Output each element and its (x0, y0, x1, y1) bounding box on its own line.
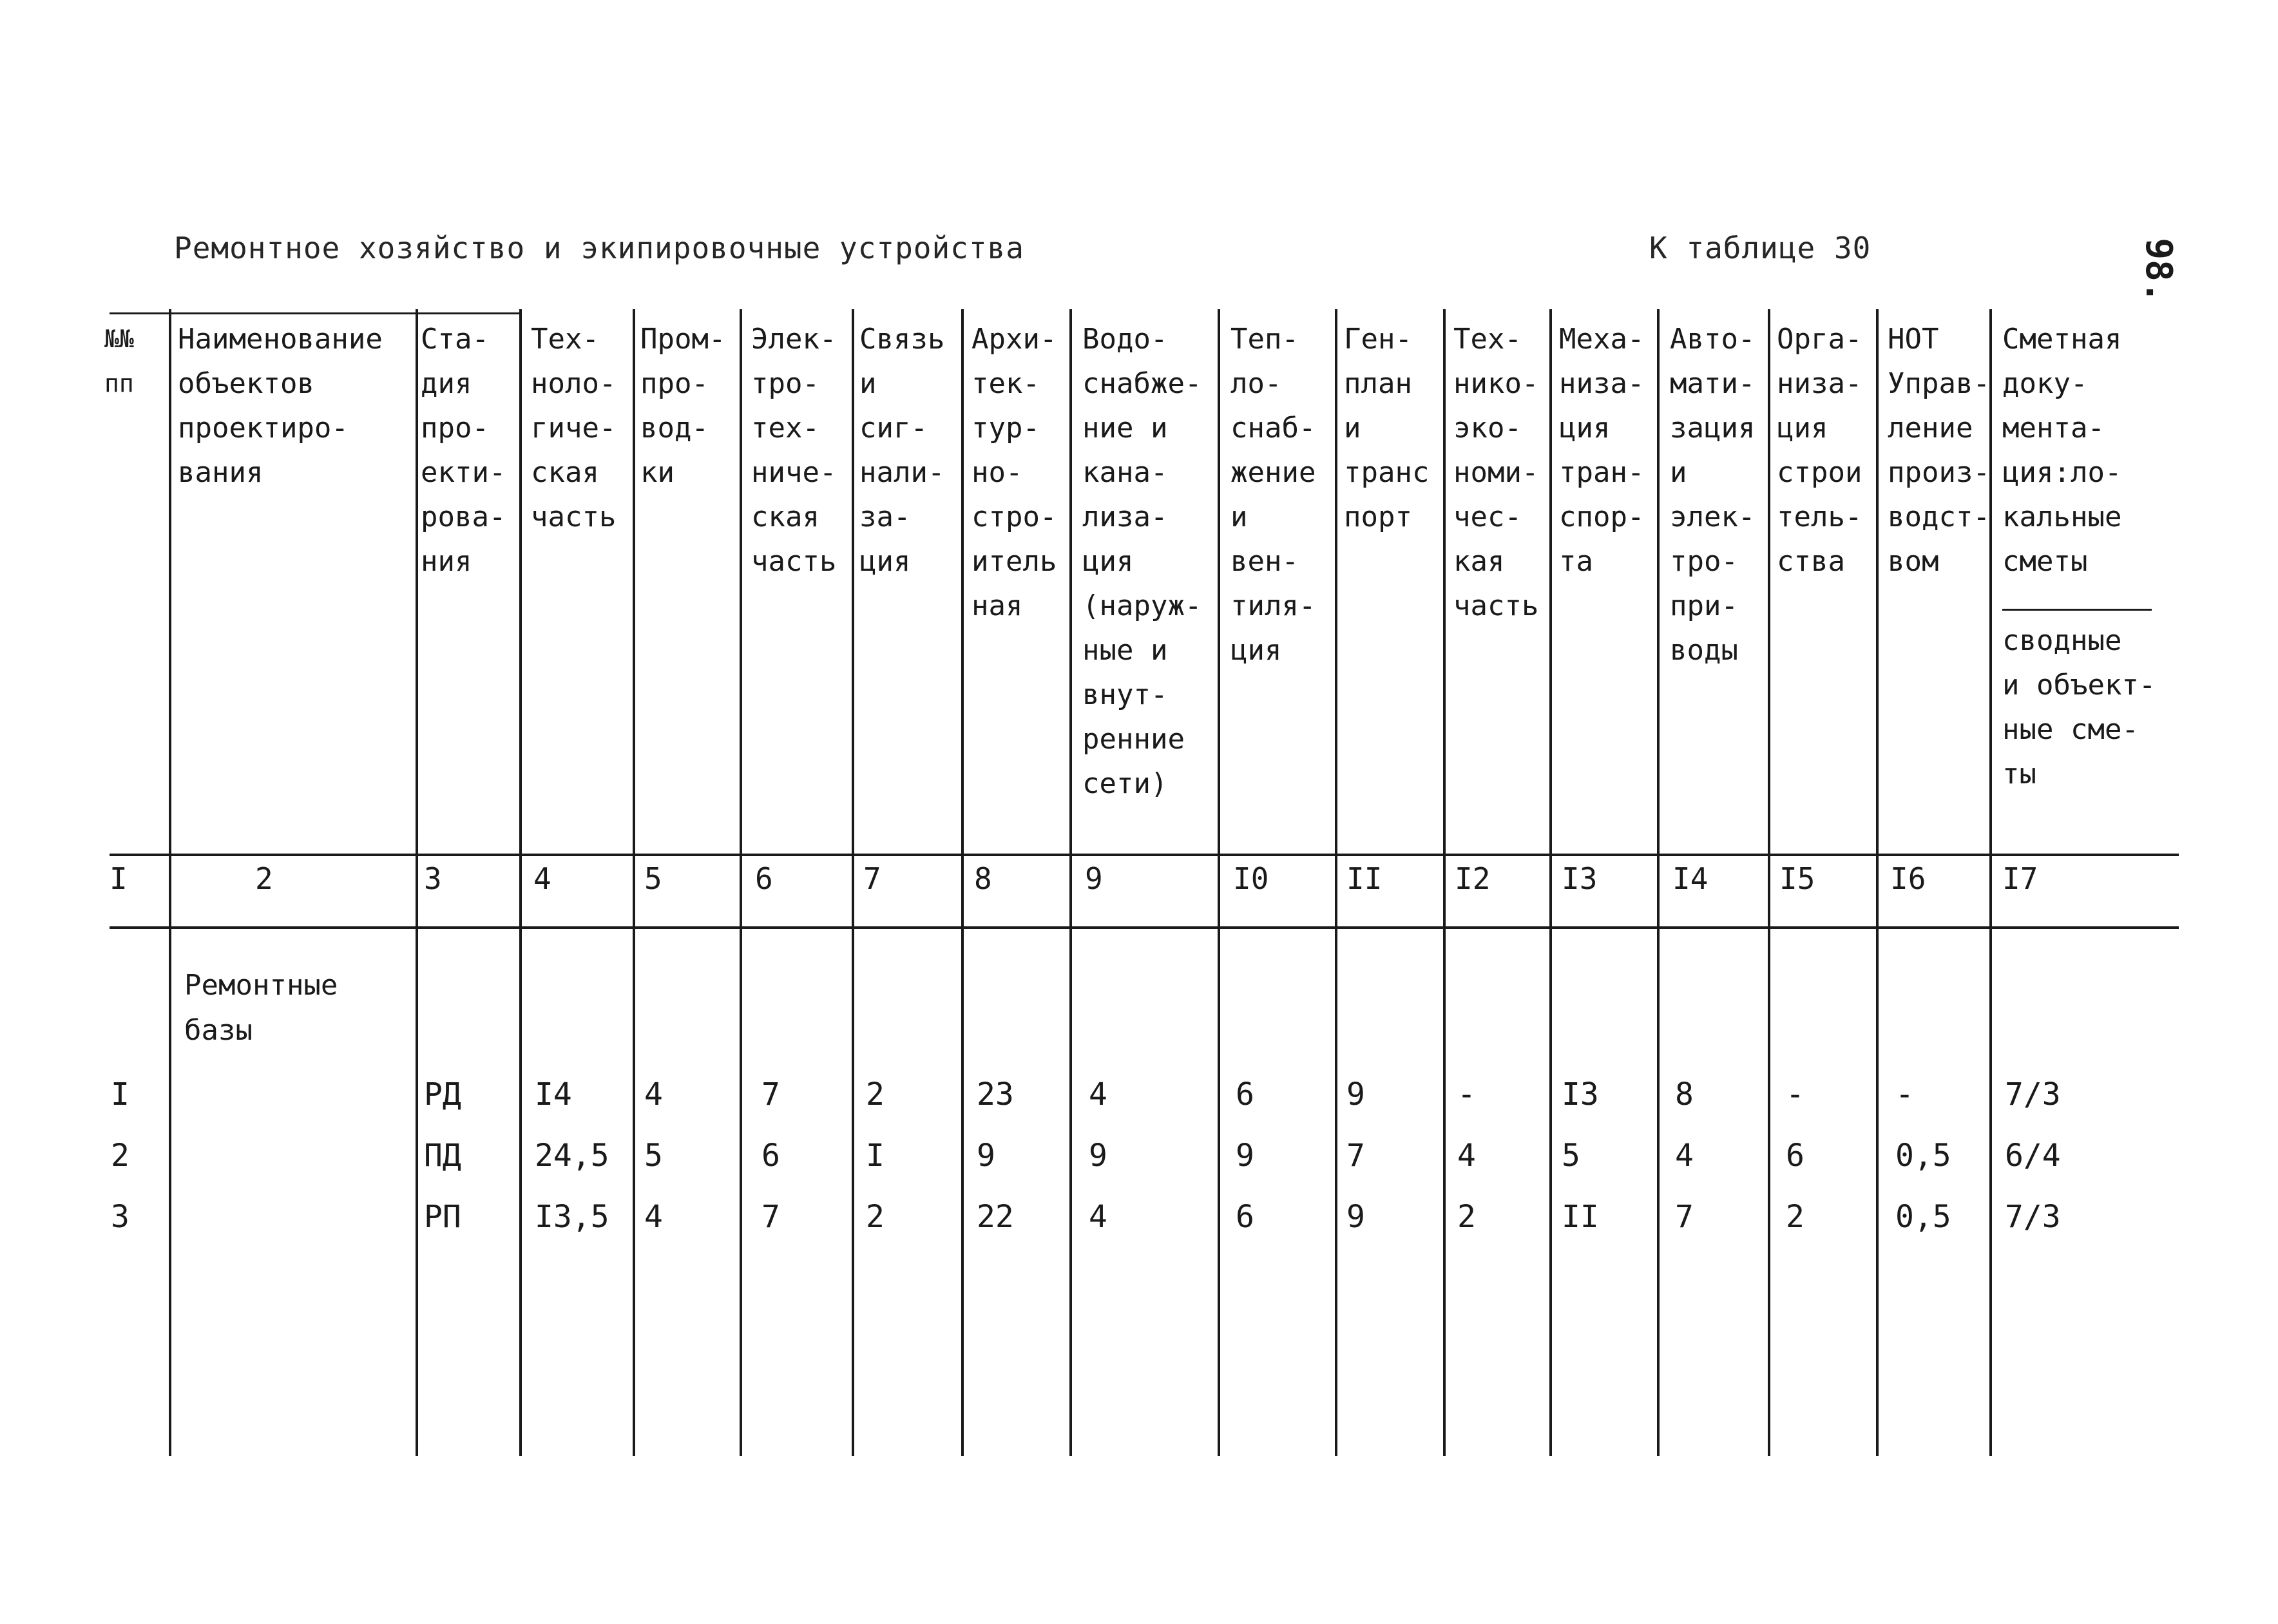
table-cell: 4 (1089, 1199, 1107, 1235)
table-cell: 8 (1675, 1076, 1694, 1113)
col-rule-15 (1876, 309, 1879, 1456)
col-rule-12 (1549, 309, 1552, 1456)
column-header: НОТ Управ- ление произ- водст- вом (1888, 323, 1990, 578)
table-cell: 4 (1089, 1076, 1107, 1113)
table-cell: РД (424, 1076, 461, 1113)
table-cell: 2 (1786, 1199, 1804, 1235)
column-header: Тех- ноло- гиче- ская часть (531, 323, 617, 533)
table-cell: 9 (1089, 1138, 1107, 1174)
table-cell: - (1457, 1076, 1476, 1113)
column-number: I6 (1890, 861, 1926, 896)
column-number: 4 (533, 861, 551, 896)
table-cell: 2 (1457, 1199, 1476, 1235)
table-cell: II (1562, 1199, 1599, 1235)
table-cell: 6 (1786, 1138, 1804, 1174)
table-cell: 0,5 (1895, 1138, 1951, 1174)
col-rule-2 (416, 309, 418, 1456)
column-header: Орга- низа- ция строи тель- ства (1777, 323, 1862, 578)
column-number: 6 (755, 861, 773, 896)
table-cell: 9 (1346, 1076, 1365, 1113)
estimate-divider (2002, 609, 2152, 611)
document-title: Ремонтное хозяйство и экипировочные устройства (174, 231, 1024, 265)
numbers-bottom-rule (110, 926, 2179, 929)
col-rule-6 (852, 309, 854, 1456)
col-rule-7 (961, 309, 964, 1456)
table-cell: 0,5 (1895, 1199, 1951, 1235)
column-number: 7 (863, 861, 881, 896)
column-number: II (1346, 861, 1383, 896)
table-cell: 4 (1457, 1138, 1476, 1174)
table-cell: I (866, 1138, 885, 1174)
col-rule-5 (740, 309, 742, 1456)
col-rule-3 (519, 309, 522, 1456)
table-cell: 22 (977, 1199, 1014, 1235)
column-number: I2 (1455, 861, 1491, 896)
col-rule-13 (1657, 309, 1660, 1456)
column-header: Ста- дия про- екти- рова- ния (421, 323, 506, 578)
column-number: 5 (644, 861, 662, 896)
table-cell: ПД (424, 1138, 461, 1174)
col-rule-9 (1218, 309, 1220, 1456)
column-header: Архи- тек- тур- но- стро- итель ная (972, 323, 1057, 622)
group-label: Ремонтные базы (184, 969, 338, 1047)
column-header: Наименование объектов проектиро- вания (178, 323, 383, 489)
column-header: Тех- нико- эко- номи- чес- кая часть (1453, 323, 1539, 622)
table-cell: РП (424, 1199, 461, 1235)
table-cell: 5 (644, 1138, 663, 1174)
col-rule-14 (1768, 309, 1770, 1456)
column-number: I (110, 861, 128, 896)
column-number: I0 (1233, 861, 1269, 896)
column-header: Пром- про- вод- ки (640, 323, 726, 489)
table-cell: 7/3 (2005, 1199, 2061, 1235)
column-header-lower: сводные и объект- ные сме- ты (2002, 624, 2156, 790)
table-cell: 2 (866, 1076, 885, 1113)
table-cell: 9 (977, 1138, 995, 1174)
column-header: Связь и сиг- нали- за- ция (859, 323, 945, 578)
table-cell: 23 (977, 1076, 1014, 1113)
table-cell: 6 (761, 1138, 780, 1174)
column-header: Авто- мати- зация и элек- тро- при- воды (1670, 323, 1756, 667)
col-rule-11 (1443, 309, 1446, 1456)
table-cell: 9 (1236, 1138, 1254, 1174)
column-number: I3 (1562, 861, 1598, 896)
column-number: I5 (1779, 861, 1815, 896)
table-cell: I4 (535, 1076, 572, 1113)
column-number: I4 (1672, 861, 1708, 896)
column-number: 9 (1085, 861, 1103, 896)
table-reference: К таблице 30 (1649, 231, 1871, 265)
table-cell: 7 (761, 1076, 780, 1113)
column-number: 8 (974, 861, 992, 896)
column-header: Сметная доку- мента- ция:ло- кальные сметы (2002, 323, 2122, 578)
table-cell: - (1895, 1076, 1914, 1113)
column-header: Ген- план и транс порт (1344, 323, 1430, 533)
table-cell: 4 (1675, 1138, 1694, 1174)
header-bottom-rule (110, 854, 2179, 856)
column-number: I7 (2002, 861, 2038, 896)
table-cell: I3 (1562, 1076, 1599, 1113)
table-cell: 7/3 (2005, 1076, 2061, 1113)
table-cell: 7 (761, 1199, 780, 1235)
page-number: 98. (2138, 238, 2179, 303)
table-cell: 9 (1346, 1199, 1365, 1235)
col-rule-8 (1069, 309, 1072, 1456)
col-rule-10 (1335, 309, 1337, 1456)
table-cell: 7 (1675, 1199, 1694, 1235)
column-header: Элек- тро- тех- ниче- ская часть (751, 323, 837, 578)
table-cell: - (1786, 1076, 1804, 1113)
column-header: Меха- низа- ция тран- спор- та (1559, 323, 1645, 578)
table-cell: I3,5 (535, 1199, 609, 1235)
col-rule-4 (633, 309, 635, 1456)
table-cell: 6 (1236, 1199, 1254, 1235)
row-number: 3 (111, 1199, 129, 1235)
col-rule-1 (169, 309, 171, 1456)
table-cell: 4 (644, 1076, 663, 1113)
table-cell: 6 (1236, 1076, 1254, 1113)
table-cell: 24,5 (535, 1138, 609, 1174)
row-number: I (111, 1076, 129, 1113)
table-cell: 5 (1562, 1138, 1580, 1174)
column-header: Теп- ло- снаб- жение и вен- тиля- ция (1230, 323, 1316, 667)
table-cell: 4 (644, 1199, 663, 1235)
table-cell: 7 (1346, 1138, 1365, 1174)
table-cell: 2 (866, 1199, 885, 1235)
row-number: 2 (111, 1138, 129, 1174)
column-header: №№ пп (104, 325, 134, 397)
column-number: 3 (424, 861, 442, 896)
column-header: Водо- снабже- ние и кана- лиза- ция (наруж- ные и внут- ренние сети) (1082, 323, 1202, 800)
table-cell: 6/4 (2005, 1138, 2061, 1174)
column-number: 2 (255, 861, 273, 896)
